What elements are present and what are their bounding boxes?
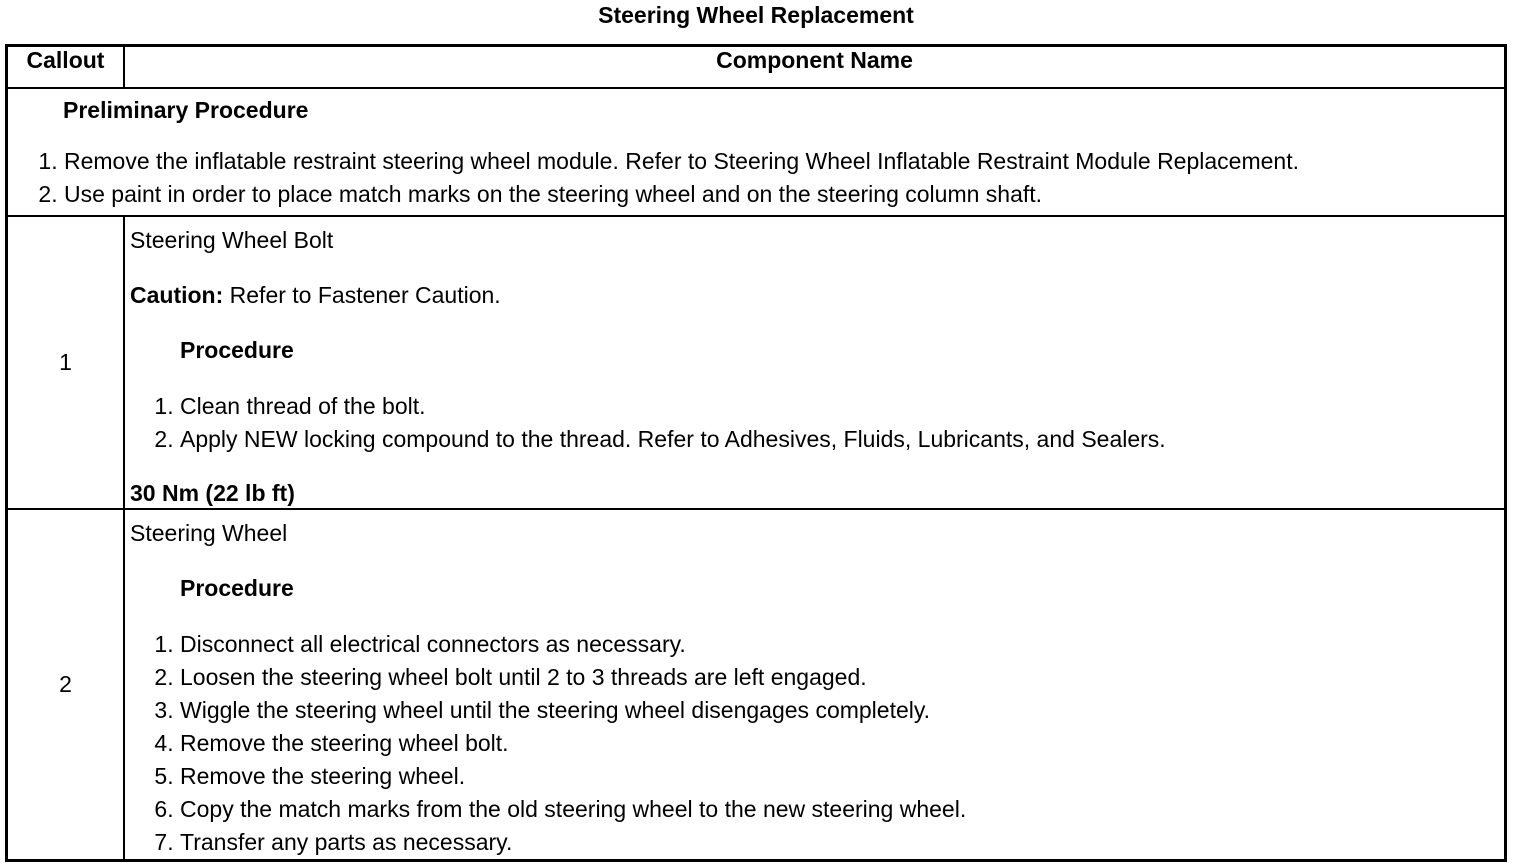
procedure-steps <box>130 628 1504 859</box>
table-row <box>7 216 1506 509</box>
list-item: 3. Wiggle the steering wheel until the steering wheel disengages completely. <box>180 694 1504 727</box>
procedure-table <box>5 44 1507 862</box>
page-title: Steering Wheel Replacement <box>598 2 914 28</box>
list-item: 2. Apply NEW locking compound to the thread. Refer to Adhesives, Fluids, Lubricants, and Sealers. <box>180 423 1504 456</box>
list-item: 1. Disconnect all electrical connectors as necessary. <box>180 628 1504 661</box>
list-item: 2. Loosen the steering wheel bolt until 2 to 3 threads are left engaged. <box>180 661 1504 694</box>
procedure-heading: Procedure <box>180 575 294 601</box>
list-item: 7. Transfer any parts as necessary. <box>180 826 1504 859</box>
table-header-row <box>7 46 1506 89</box>
component-cell <box>124 509 1506 861</box>
callout-number: 1 <box>7 216 125 509</box>
callout-number: 2 <box>7 509 125 861</box>
component-name: Steering Wheel Bolt <box>130 227 334 253</box>
procedure-heading: Procedure <box>180 337 294 363</box>
preliminary-heading: Preliminary Procedure <box>63 97 309 123</box>
preliminary-row <box>7 88 1506 216</box>
table-row <box>7 509 1506 861</box>
component-column-header: Component Name <box>124 46 1506 89</box>
caution-note <box>130 280 1504 310</box>
component-name: Steering Wheel <box>130 520 288 546</box>
list-item: 6. Copy the match marks from the old steering wheel to the new steering wheel. <box>180 793 1504 826</box>
list-item: 2. Use paint in order to place match marks on the steering wheel and on the steering column shaft. <box>64 178 1504 211</box>
list-item: 1. Clean thread of the bolt. <box>180 390 1504 423</box>
list-item: 4. Remove the steering wheel bolt. <box>180 727 1504 760</box>
caution-text: Refer to Fastener Caution. <box>223 282 501 308</box>
preliminary-steps <box>8 145 1504 211</box>
procedure-steps <box>130 390 1504 456</box>
callout-column-header: Callout <box>7 46 125 89</box>
torque-spec: 30 Nm (22 lb ft) <box>130 480 295 506</box>
list-item: 1. Remove the inflatable restraint steering wheel module. Refer to Steering Wheel Inflatable Restraint Module Replacement. <box>64 145 1504 178</box>
component-cell <box>124 216 1506 509</box>
caution-label: Caution: <box>130 282 224 308</box>
preliminary-cell <box>7 88 1506 216</box>
list-item: 5. Remove the steering wheel. <box>180 760 1504 793</box>
